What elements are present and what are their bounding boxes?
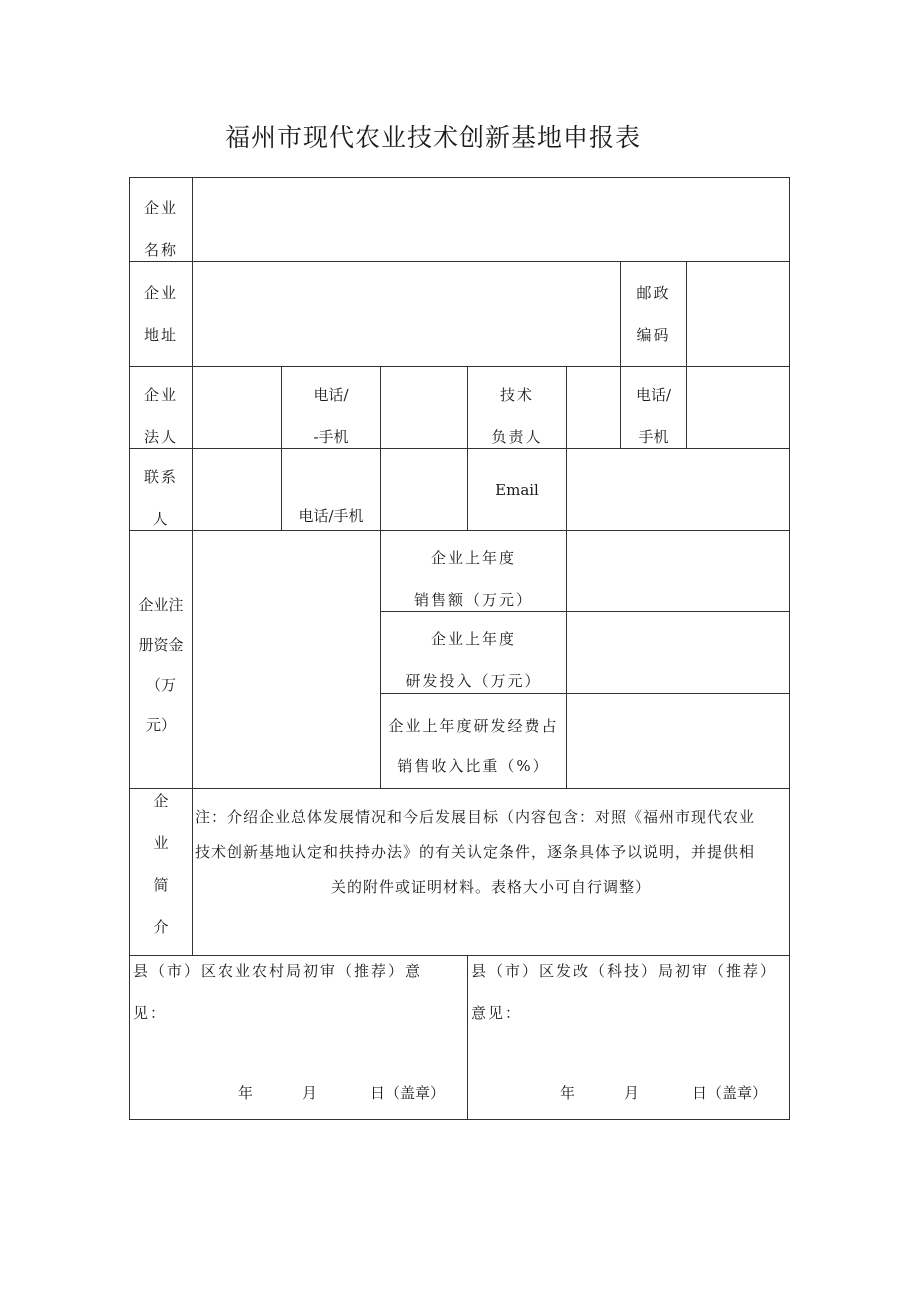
annual-sales-label: 企业上年度 销售额（万元） — [413, 549, 533, 609]
company-address-label: 企业 地址 — [143, 284, 178, 344]
legal-rep-phone-label: 电话/ -手机 — [313, 386, 349, 446]
legal-rep-phone-field[interactable] — [381, 367, 467, 448]
tech-lead-field[interactable] — [567, 367, 620, 448]
postal-code-field[interactable] — [687, 262, 789, 366]
contact-phone-field[interactable] — [381, 449, 467, 530]
registered-capital-field[interactable] — [193, 531, 380, 788]
rd-investment-field[interactable] — [567, 612, 789, 693]
legal-rep-label: 企业 法人 — [143, 386, 178, 446]
page-title: 福州市现代农业技术创新基地申报表 — [224, 123, 641, 152]
contact-label: 联系 人 — [143, 468, 178, 528]
tech-lead-phone-field[interactable] — [687, 367, 789, 448]
company-intro-label: 企 业 简 介 — [153, 792, 169, 936]
company-intro-note[interactable] — [195, 800, 787, 905]
email-field[interactable] — [567, 449, 789, 530]
tech-lead-label: 技术 负责人 — [491, 386, 543, 446]
intro-note-line: 注：介绍企业总体发展情况和今后发展目标（内容包含：对照《福州市现代农业 — [195, 808, 756, 826]
contact-field[interactable] — [193, 449, 281, 530]
rd-ratio-label: 企业上年度研发经费占 销售收入比重（%） — [388, 717, 559, 775]
dev-bureau-date-month: 月 — [624, 1084, 640, 1102]
email-label: Email — [495, 481, 539, 499]
intro-note-line: 关的附件或证明材料。表格大小可自行调整） — [330, 878, 651, 896]
postal-code-label: 邮政 编码 — [636, 284, 671, 344]
company-address-field[interactable] — [193, 262, 620, 366]
agri-bureau-date-month: 月 — [302, 1084, 318, 1102]
legal-rep-field[interactable] — [193, 367, 281, 448]
rd-ratio-field[interactable] — [567, 694, 789, 788]
rd-investment-label: 企业上年度 研发投入（万元） — [405, 630, 542, 690]
agri-bureau-date-year: 年 — [238, 1084, 254, 1102]
company-name-label: 企业 名称 — [143, 199, 178, 259]
intro-note-line: 技术创新基地认定和扶持办法》的有关认定条件，逐条具体予以说明，并提供相 — [195, 843, 756, 861]
row-divider — [129, 788, 790, 789]
company-name-field[interactable] — [193, 178, 789, 261]
agri-bureau-date-day-seal: 日（盖章） — [370, 1084, 446, 1102]
col-divider — [467, 955, 468, 1120]
annual-sales-field[interactable] — [567, 531, 789, 611]
dev-bureau-date-year: 年 — [560, 1084, 576, 1102]
agri-bureau-opinion-label: 县（市）区农业农村局初审（推荐）意 见： — [133, 962, 423, 1022]
dev-bureau-opinion-label: 县（市）区发改（科技）局初审（推荐） 意见： — [471, 962, 778, 1022]
contact-phone-label: 电话/手机 — [298, 507, 364, 525]
registered-capital-label: 企业注 册资金 （万 元） — [138, 596, 184, 734]
dev-bureau-date-day-seal: 日（盖章） — [692, 1084, 768, 1102]
tech-lead-phone-label: 电话/ 手机 — [635, 386, 672, 446]
